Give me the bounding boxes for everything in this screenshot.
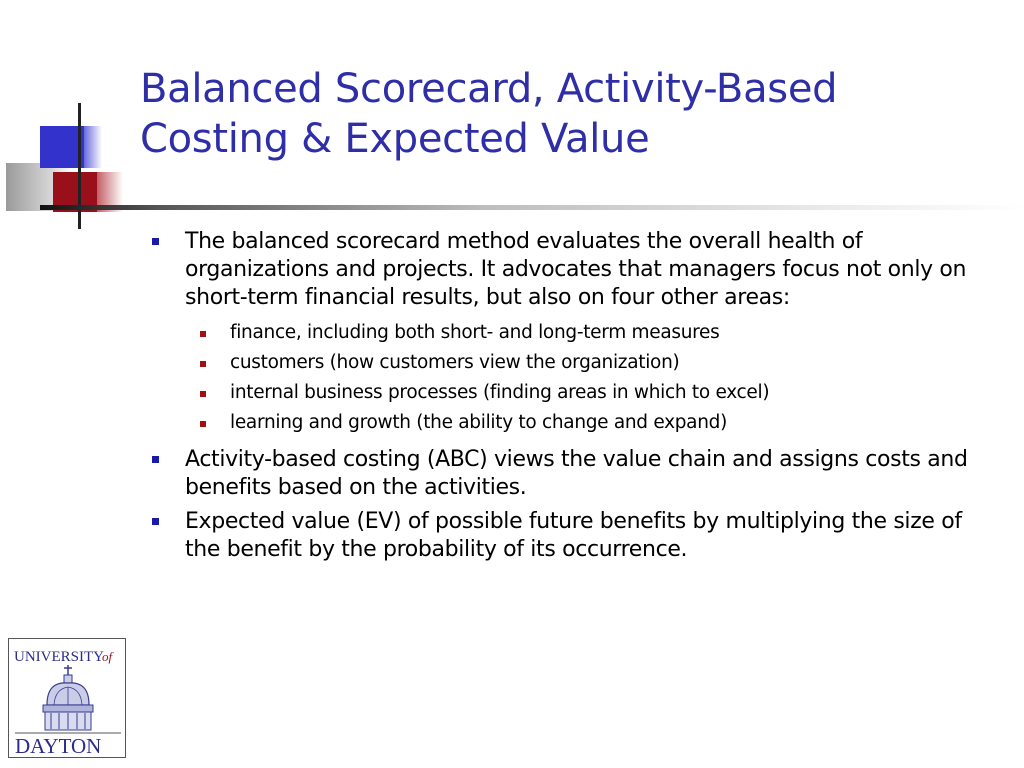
title-divider-line — [40, 205, 1024, 210]
bullet-text: Activity-based costing (ABC) views the value chain and assigns costs and benefits based on the activities. — [185, 447, 968, 500]
sub-bullet-learning-growth — [194, 408, 990, 438]
bullet-expected-value — [150, 508, 990, 564]
chapel-dome-icon — [9, 639, 127, 759]
bullet-text: Expected value (EV) of possible future benefits by multiplying the size of the benefit by the probability of its occurrence. — [185, 509, 962, 562]
slide-title-line-2: Costing & Expected Value — [140, 116, 650, 162]
bullet-text: The balanced scorecard method evaluates the overall health of organizations and projects. It advocates that managers focus not only on short-term financial results, but also on four other areas: — [185, 229, 967, 310]
sub-bullet-text: internal business processes (finding areas in which to excel) — [230, 382, 770, 403]
bullet-marker — [152, 518, 159, 525]
decor-blue-fade — [84, 126, 102, 168]
sub-bullet-text: learning and growth (the ability to change and expand) — [230, 412, 728, 433]
sub-bullet-list — [194, 318, 990, 438]
sub-bullet-internal-processes — [194, 378, 990, 408]
university-logo — [8, 638, 126, 758]
slide-title-line-1: Balanced Scorecard, Activity-Based — [140, 66, 838, 112]
bullet-activity-based-costing — [150, 446, 990, 502]
logo-of-text: of — [102, 649, 113, 664]
sub-bullet-marker — [200, 331, 206, 337]
sub-bullet-text: customers (how customers view the organization) — [230, 352, 680, 373]
slide-title — [140, 64, 1000, 164]
logo-top-text: UNIVERSITY — [14, 649, 104, 665]
bullet-list — [150, 228, 990, 570]
bullet-marker — [152, 238, 159, 245]
bullet-marker — [152, 456, 159, 463]
bullet-balanced-scorecard — [150, 228, 990, 312]
sub-bullet-text: finance, including both short- and long-term measures — [230, 322, 720, 343]
sub-bullet-marker — [200, 421, 206, 427]
sub-bullet-customers — [194, 348, 990, 378]
decor-vertical-line — [78, 103, 81, 229]
logo-bottom-text: DAYTON — [15, 734, 102, 758]
sub-bullet-finance — [194, 318, 990, 348]
sub-bullet-marker — [200, 361, 206, 367]
sub-bullet-marker — [200, 391, 206, 397]
